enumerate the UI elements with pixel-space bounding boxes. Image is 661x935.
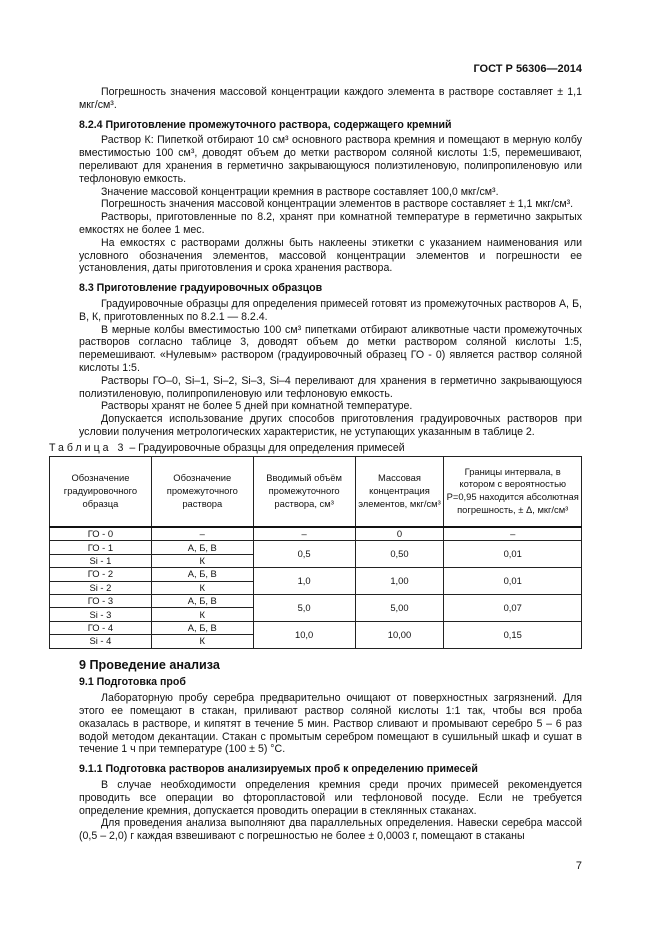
table-cell: 0,50: [355, 541, 444, 568]
table-cell: –: [151, 527, 253, 541]
paragraph: В мерные колбы вместимостью 100 см³ пипетками отбирают аликвотные части промежуточных растворов согласно таблице 3, доводят объем до метки раствором соляной кислоты 1:5, перемешивают. «Нулевым» раствором (градуировочный образец ГО - 0) является раствор соляной кислоты 1:5.: [79, 323, 582, 374]
page-number: 7: [575, 860, 582, 872]
table-cell: ГО - 2: [50, 568, 152, 581]
table-cell: 10,0: [253, 621, 355, 648]
table-cell: –: [444, 527, 582, 541]
table-cell: –: [253, 527, 355, 541]
table-cell: 0,07: [444, 594, 582, 621]
paragraph: Градуировочные образцы для определения примесей готовят из промежуточных растворов А, Б, В, К, приготовленных по 8.2.1 — 8.2.4.: [79, 297, 582, 323]
table-cell: А, Б, В: [151, 621, 253, 634]
paragraph: Допускается использование других способов приготовления градуировочных растворов при условии получения метрологических характеристик, не уступающих указанным в таблице 2.: [79, 413, 582, 438]
table-caption-text: – Градуировочные образцы для определения примесей: [129, 441, 405, 454]
table-cell: 0,01: [444, 568, 582, 595]
table-cell: 5,0: [253, 594, 355, 621]
table-cell: 5,00: [355, 594, 444, 621]
table-row: [50, 568, 582, 581]
table-cell: 10,00: [355, 621, 444, 648]
table-row: [50, 541, 582, 554]
paragraph-error-1: Погрешность значения массовой концентрации каждого элемента в растворе составляет ± 1,1 мкг/см³.: [79, 86, 582, 111]
table-cell: А, Б, В: [151, 568, 253, 581]
paragraph: Погрешность значения массовой концентрации элементов в растворе составляет ± 1,1 мкг/см³.: [101, 198, 574, 211]
section-8-2-4-title: 8.2.4 Приготовление промежуточного раствора, содержащего кремний: [79, 118, 452, 131]
header-cell: Обозначение градуировочного образца: [50, 456, 152, 527]
header-cell: Границы интервала, в котором с вероятностью P=0,95 находится абсолютная погрешность, ± Δ, мкг/см³: [444, 456, 582, 527]
table-row: [50, 621, 582, 634]
table-cell: 0: [355, 527, 444, 541]
table-cell: ГО - 1: [50, 541, 152, 554]
table-cell: ГО - 0: [50, 527, 152, 541]
header-cell: Вводимый объём промежуточного раствора, см³: [253, 456, 355, 527]
table-cell: К: [151, 608, 253, 621]
page-content: [49, 86, 582, 843]
paragraph: Лабораторную пробу серебра предварительно очищают от поверхностных загрязнений. Для этого ее помещают в стакан, приливают раствор соляной кислоты 1:1 так, чтобы вся проба оказалась в растворе, и кипятят в течение 5 мин. Раствор сливают и промывают серебро 5 – 6 раз водой методом декантации. Стакан с промытым серебром помещают в сушильный шкаф и сушат в течение 1 ч при температуре (100 ± 5) °С.: [79, 692, 582, 756]
paragraph: Растворы, приготовленные по 8.2, хранят при комнатной температуре в герметично закрытых емкостях не более 1 мес.: [79, 211, 582, 236]
table-cell: 0,5: [253, 541, 355, 568]
table-row: [50, 594, 582, 607]
table-cell: А, Б, В: [151, 541, 253, 554]
paragraph: Значение массовой концентрации кремния в растворе составляет 100,0 мкг/см³.: [101, 185, 499, 198]
table-cell: 1,0: [253, 568, 355, 595]
header-cell: Массовая концентрация элементов, мкг/см³: [355, 456, 444, 527]
table-cell: Si - 3: [50, 608, 152, 621]
table-cell: ГО - 3: [50, 594, 152, 607]
paragraph: Раствор К: Пипеткой отбирают 10 см³ основного раствора кремния и помещают в мерную колбу вместимостью 100 см³, доводят объем до метки раствором соляной кислоты 1:5, перемешивают, переливают для хранения в герметично закрывающуюся полиэтиленовую, полипропиленовую или тефлоновую емкость.: [79, 134, 582, 185]
paragraph: В случае необходимости определения кремния среди прочих примесей рекомендуется проводить все операции во фторопластовой или тефлоновой посуде. Если не требуется определение кремния, допускается проводить операции в стеклянных стаканах.: [79, 778, 582, 817]
table-cell: Si - 2: [50, 581, 152, 594]
table-caption: [49, 442, 582, 455]
table-cell: К: [151, 635, 253, 648]
table-caption-label: Таблица 3: [49, 441, 127, 454]
table-cell: 0,01: [444, 541, 582, 568]
paragraph: Растворы ГО–0, Si–1, Si–2, Si–3, Si–4 переливают для хранения в герметично закрывающуюся полиэтиленовую, полипропиленовую или тефлоновую емкость.: [79, 374, 582, 400]
table-cell: К: [151, 581, 253, 594]
standard-header: ГОСТ Р 56306—2014: [473, 63, 582, 75]
paragraph: Растворы хранят не более 5 дней при комнатной температуре.: [101, 400, 413, 413]
section-9-1-title: 9.1 Подготовка проб: [79, 676, 186, 689]
table-cell: К: [151, 554, 253, 567]
header-cell: Обозначение промежуточного раствора: [151, 456, 253, 527]
paragraph: На емкостях с растворами должны быть наклеены этикетки с указанием наименования или условного обозначения элементов, массовой концентрации элементов и погрешности ее установления, даты приготовления и срока хранения раствора.: [79, 236, 582, 275]
table-cell: 0,15: [444, 621, 582, 648]
calibration-table: [49, 456, 582, 649]
table-cell: ГО - 4: [50, 621, 152, 634]
section-9-title: 9 Проведение анализа: [79, 657, 220, 672]
table-cell: 1,00: [355, 568, 444, 595]
table-cell: Si - 1: [50, 554, 152, 567]
paragraph: Для проведения анализа выполняют два параллельных определения. Навески серебра массой (0,5 – 2,0) г каждая взвешивают с погрешностью не более ± 0,0003 г, помещают в стаканы: [79, 817, 582, 843]
table-cell: А, Б, В: [151, 594, 253, 607]
section-8-3-title: 8.3 Приготовление градуировочных образцов: [79, 282, 323, 295]
section-9-1-1-title: 9.1.1 Подготовка растворов анализируемых проб к определению примесей: [79, 763, 478, 776]
table-header-row: [50, 456, 582, 527]
table-row: [50, 527, 582, 541]
table-cell: Si - 4: [50, 635, 152, 648]
